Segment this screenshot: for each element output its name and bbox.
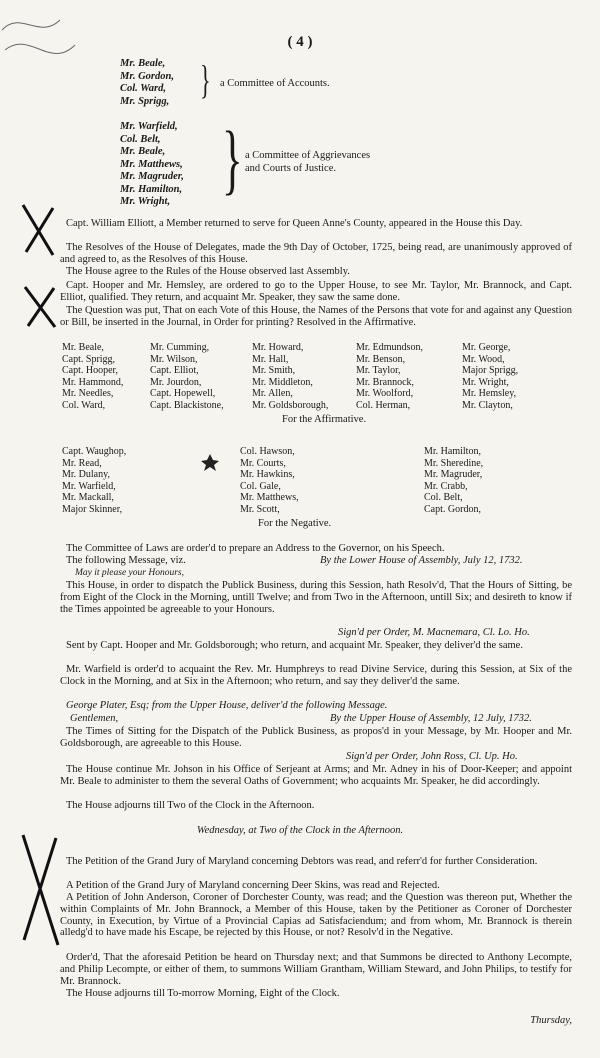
signature-line: Sign'd per Order, John Ross, Cl. Up. Ho. [346,751,518,762]
affirmative-label: For the Affirmative. [282,414,367,425]
negative-label: For the Negative. [258,518,332,529]
page-number: ( 4 ) [287,34,313,50]
paragraph: A Petition of the Grand Jury of Maryland concerning Deer Skins, was read and Rejected. [66,880,440,891]
member-name: Mr. Beale, [120,58,166,69]
paragraph: The House adjourns till Two of the Clock in the Afternoon. [66,800,315,811]
member-name: Mr. Magruder, [120,171,184,182]
salutation: Gentlemen, [70,713,119,724]
message-source: By the Lower House of Assembly, July 12, 1732. [320,555,523,566]
salutation: May it please your Honours, [75,568,184,578]
paragraph: The House adjourns till To-morrow Morning, Eight of the Clock. [66,988,340,999]
paragraph: Capt. Hooper and Mr. Hemsley, are ordered to go to the Upper House, to see Mr. Taylor, Mr. Brannock, and Capt. Elliot, qualified. They return, and acquaint Mr. Speaker, they saw the same done. [60,280,572,303]
committee-grievances-label: a Committee of Aggrievances and Courts of Justice. [245,150,371,174]
affirmative-column: Mr. Cumming, Mr. Wilson, Capt. Elliot, Mr. Jourdon, Capt. Hopewell, Capt. Blackistone, [150,342,224,411]
member-name: Mr. Sprigg, [120,95,170,107]
negative-column: Col. Hawson, Mr. Courts, Mr. Hawkins, Col. Gale, Mr. Matthews, Mr. Scott, [240,446,299,515]
committee-grievances-members [120,121,184,209]
negative-column: Mr. Hamilton, Mr. Sheredine, Mr. Magruder, Mr. Crabb, Col. Belt, Capt. Gordon, [424,446,484,515]
member-name: Mr. Beale, [120,146,166,157]
member-name: Mr. Gordon, [120,70,174,82]
affirmative-column: Mr. Howard, Mr. Hall, Mr. Smith, Mr. Middleton, Mr. Allen, Mr. Goldsborough, [252,342,329,411]
paragraph: Mr. Warfield is order'd to acquaint the Rev. Mr. Humphreys to read Divine Service, during this Session, at Six of the Clock in the Morning, and at Six in the Afternoon; who return, and say they deliver'd the same. [60,664,572,687]
paragraph: Capt. William Elliott, a Member returned to serve for Queen Anne's County, appeared in the House this Day. [66,218,523,229]
affirmative-column: Mr. George, Mr. Wood, Major Sprigg, Mr. Wright, Mr. Hemsley, Mr. Clayton, [462,342,519,411]
member-name: Col. Belt, [120,133,161,145]
section-heading: Wednesday, at Two of the Clock in the Afternoon. [196,825,404,836]
member-name: Mr. Warfield, [120,121,178,132]
brace-icon: } [222,115,243,202]
paragraph: The House agree to the Rules of the House observed last Assembly. [66,266,350,277]
brace-icon: } [200,57,211,102]
affirmative-column: Mr. Beale, Capt. Sprigg, Capt. Hooper, Mr. Hammond, Mr. Needles, Col. Ward, [62,342,124,411]
member-name: Mr. Wright, [120,196,171,207]
paragraph: The Petition of the Grand Jury of Maryland concerning Debtors was read, and referr'd for further Consideration. [66,856,538,867]
paragraph: The Committee of Laws are order'd to prepare an Address to the Governor, on his Speech. [66,543,445,554]
paragraph: The Resolves of the House of Delegates, made the 9th Day of October, 1725, being read, are unanimously approved of and agreed to, as the Resolves of this House. [60,242,572,265]
paragraph: A Petition of John Anderson, Coroner of Dorchester County, was read; and the Question was thereon put, Whether the within Complaints of Mr. John Brannock, a Member of this House, taken by the Petitioner as Coroner of Dorchester County, in Execution, by Virtue of a Provincial Capias ad Satisfaciendum; and from whom, Mr. Brannock is therein alledg'd to have made his Escape, be rejected by this House, or not? Resolv'd in the Negative. [60,892,572,939]
committee-accounts-members [120,58,174,108]
paragraph: Sent by Capt. Hooper and Mr. Goldsborough; who return, and acquaint Mr. Speaker, they deliver'd the same. [66,640,523,651]
handwritten-x-mark [20,282,60,332]
committee-accounts-label: a Committee of Accounts. [220,78,330,89]
member-name: Col. Ward, [120,83,166,94]
ink-blot-mark [200,452,220,472]
signature-line: Sign'd per Order, M. Macnemara, Cl. Lo. Ho. [338,627,530,638]
handwritten-x-mark [18,200,58,260]
handwritten-x-mark [18,830,62,950]
message-intro: The following Message, viz. [66,555,186,566]
message-source: By the Upper House of Assembly, 12 July, 1732. [330,713,532,724]
paragraph: The Question was put, That on each Vote of this House, the Names of the Persons that vote for and against any Question or Bill, be inserted in the Journal, in Order for printing? Resolved in the Affirmative. [60,305,572,328]
paragraph: This House, in order to dispatch the Publick Business, during this Session, hath Resolv'd, That the Hours of Sitting, be from Eight of the Clock in the Morning, untill Twelve; and from Two in the Afternoon, untill Six; and desireth to know if the Times appointed be agreeable to your Honours. [60,580,572,615]
affirmative-column: Mr. Edmundson, Mr. Benson, Mr. Taylor, Mr. Brannock, Mr. Woolford, Col. Herman, [356,342,423,411]
member-name: Mr. Hamilton, [120,183,183,195]
paragraph: Order'd, That the aforesaid Petition be heard on Thursday next; and that Summons be directed to Anthony Lecompte, and Philip Lecompte, or either of them, to summons William Grantham, William Steward, and John Philips, to testify for Mr. Brannock. [60,952,572,987]
member-name: Mr. Matthews, [120,158,183,170]
catchword: Thursday, [530,1015,572,1026]
paragraph: George Plater, Esq; from the Upper House, deliver'd the following Message. [66,700,388,711]
paragraph: The Times of Sitting for the Dispatch of the Publick Business, as propos'd in your Message, by Mr. Hooper and Mr. Goldsborough, are agreeable to this House. [60,726,572,749]
negative-column: Capt. Waughop, Mr. Read, Mr. Dulany, Mr. Warfield, Mr. Mackall, Major Skinner, [62,446,127,515]
paragraph: The House continue Mr. Johson in his Office of Serjeant at Arms; and Mr. Adney in his of Door-Keeper; and appoint Mr. Beale to administer to them the several Oaths of Government; who acquaints Mr. Speaker, he did accordingly. [60,764,572,787]
